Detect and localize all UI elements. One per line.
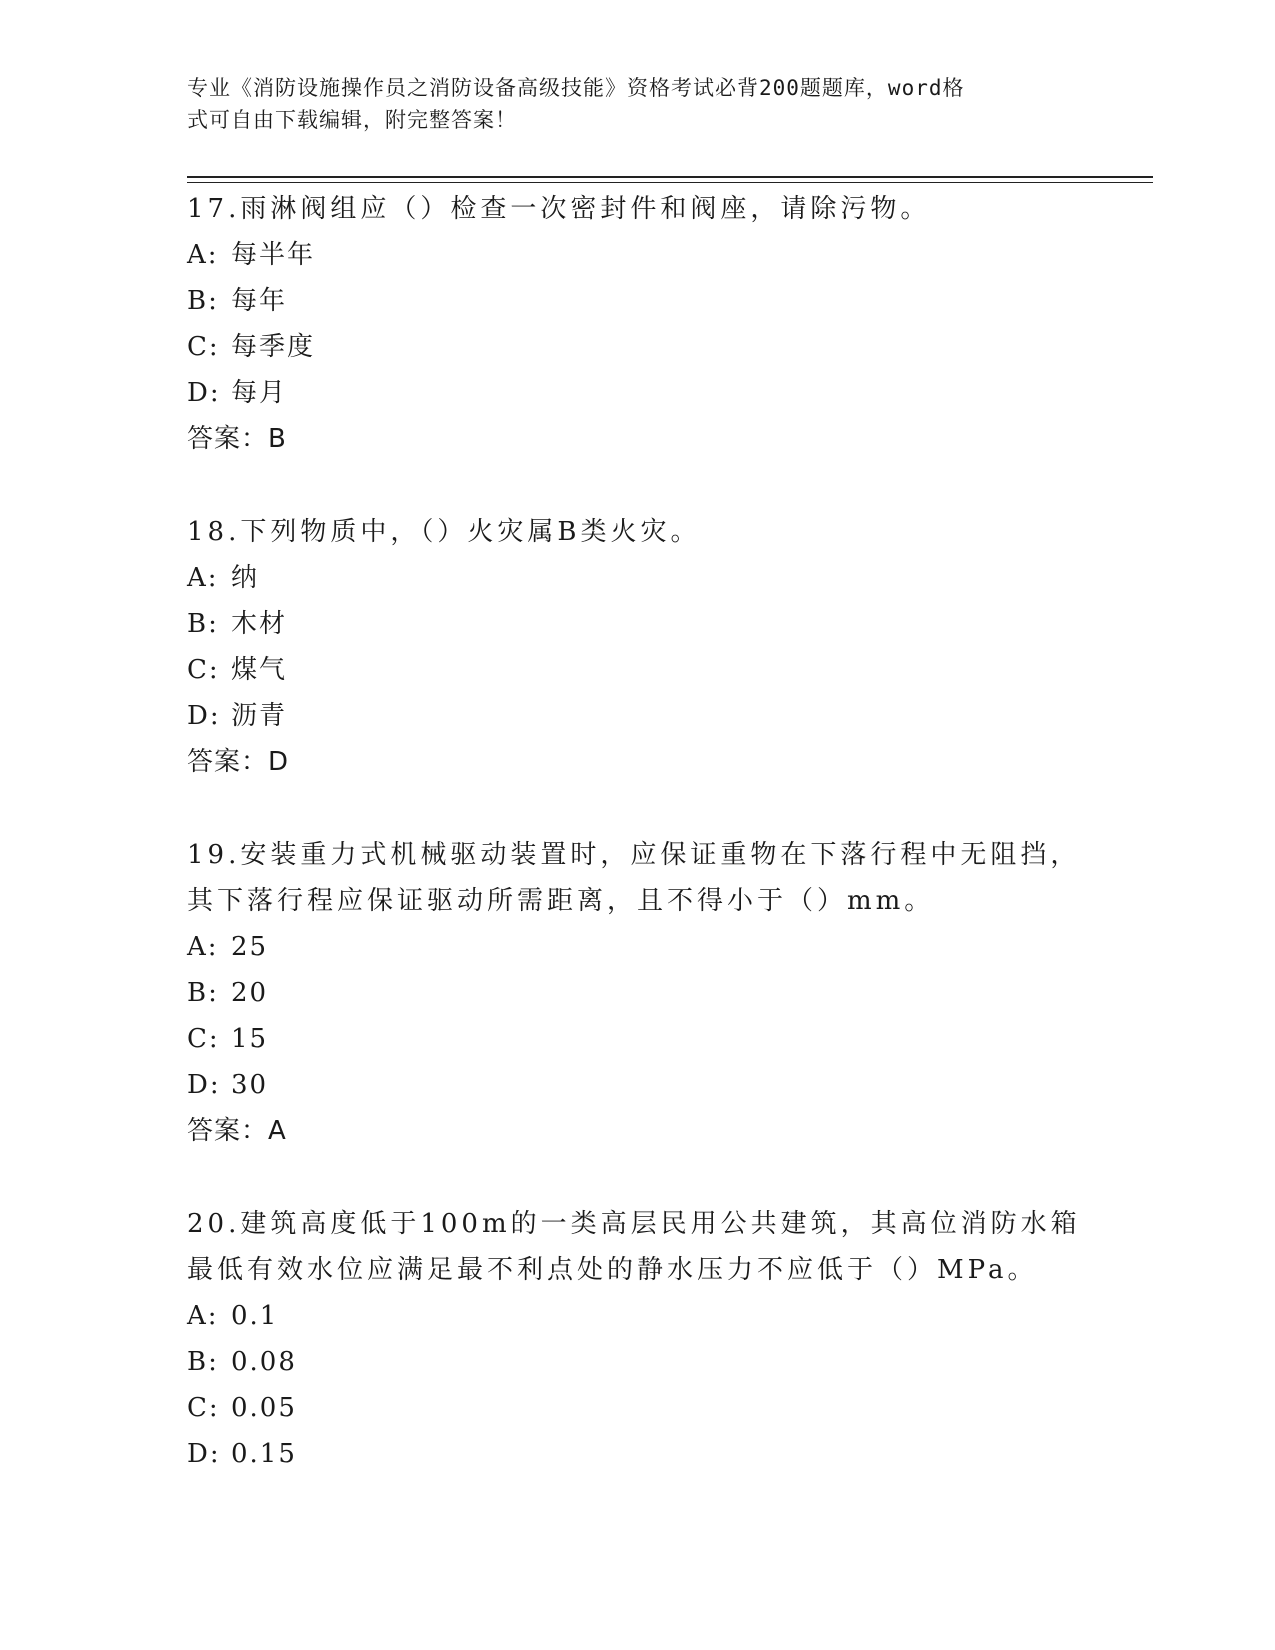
option-a [187,924,1087,970]
option-c [187,1385,1087,1431]
option-value: 0.1 [231,1301,279,1331]
question-text: 17.雨淋阀组应（）检查一次密封件和阀座，请除污物。 [187,194,931,224]
question-20 [187,1201,1087,1477]
option-value: 30 [231,1070,269,1100]
option-key: B: [187,286,219,316]
answer-line: 答案：B [187,424,287,454]
option-d [187,1062,1087,1108]
option-key: A: [187,932,219,962]
option-a [187,1293,1087,1339]
option-key: C: [187,1393,220,1423]
option-value: 每年 [231,286,288,316]
option-value: 25 [231,932,269,962]
option-key: B: [187,978,219,1008]
option-b [187,278,1087,324]
option-value: 每月 [231,378,288,408]
option-b [187,970,1087,1016]
option-key: D: [187,1070,221,1100]
answer-line: 答案：D [187,747,290,777]
question-text: 20.建筑高度低于100m的一类高层民用公共建筑，其高位消防水箱最低有效水位应满足最不利点处的静水压力不应低于（）MPa。 [187,1209,1081,1285]
option-value: 0.05 [231,1393,297,1423]
option-value: 沥青 [231,701,288,731]
option-key: A: [187,240,219,270]
option-value: 每季度 [231,332,316,362]
option-b [187,601,1087,647]
option-key: C: [187,1024,220,1054]
option-value: 纳 [231,563,260,593]
option-d [187,370,1087,416]
option-value: 木材 [231,609,288,639]
question-text: 19.安装重力式机械驱动装置时，应保证重物在下落行程中无阻挡，其下落行程应保证驱动所需距离，且不得小于（）mm。 [187,840,1081,916]
question-17 [187,186,1087,462]
option-a [187,232,1087,278]
option-key: A: [187,563,219,593]
option-a [187,555,1087,601]
option-value: 每半年 [231,240,316,270]
question-19 [187,832,1087,1154]
option-key: D: [187,378,221,408]
option-key: A: [187,1301,219,1331]
question-text: 18.下列物质中，（）火灾属B类火灾。 [187,517,701,547]
header-divider-thin [187,182,1153,183]
document-header [187,72,1067,136]
option-c [187,324,1087,370]
option-key: C: [187,332,220,362]
option-key: D: [187,1439,221,1469]
option-value: 20 [231,978,269,1008]
question-list [187,186,1087,1524]
option-b [187,1339,1087,1385]
option-key: C: [187,655,220,685]
option-d [187,1431,1087,1477]
option-value: 0.08 [231,1347,297,1377]
option-d [187,693,1087,739]
option-value: 0.15 [231,1439,297,1469]
header-line-1: 专业《消防设施操作员之消防设备高级技能》资格考试必背200题题库，word格 [187,76,965,100]
option-key: D: [187,701,221,731]
answer-line: 答案：A [187,1116,287,1146]
option-c [187,1016,1087,1062]
header-divider-thick [187,176,1153,178]
option-key: B: [187,609,219,639]
option-value: 煤气 [231,655,288,685]
option-key: B: [187,1347,219,1377]
option-value: 15 [231,1024,269,1054]
question-18 [187,509,1087,785]
header-line-2: 式可自由下载编辑，附完整答案！ [187,108,517,132]
option-c [187,647,1087,693]
